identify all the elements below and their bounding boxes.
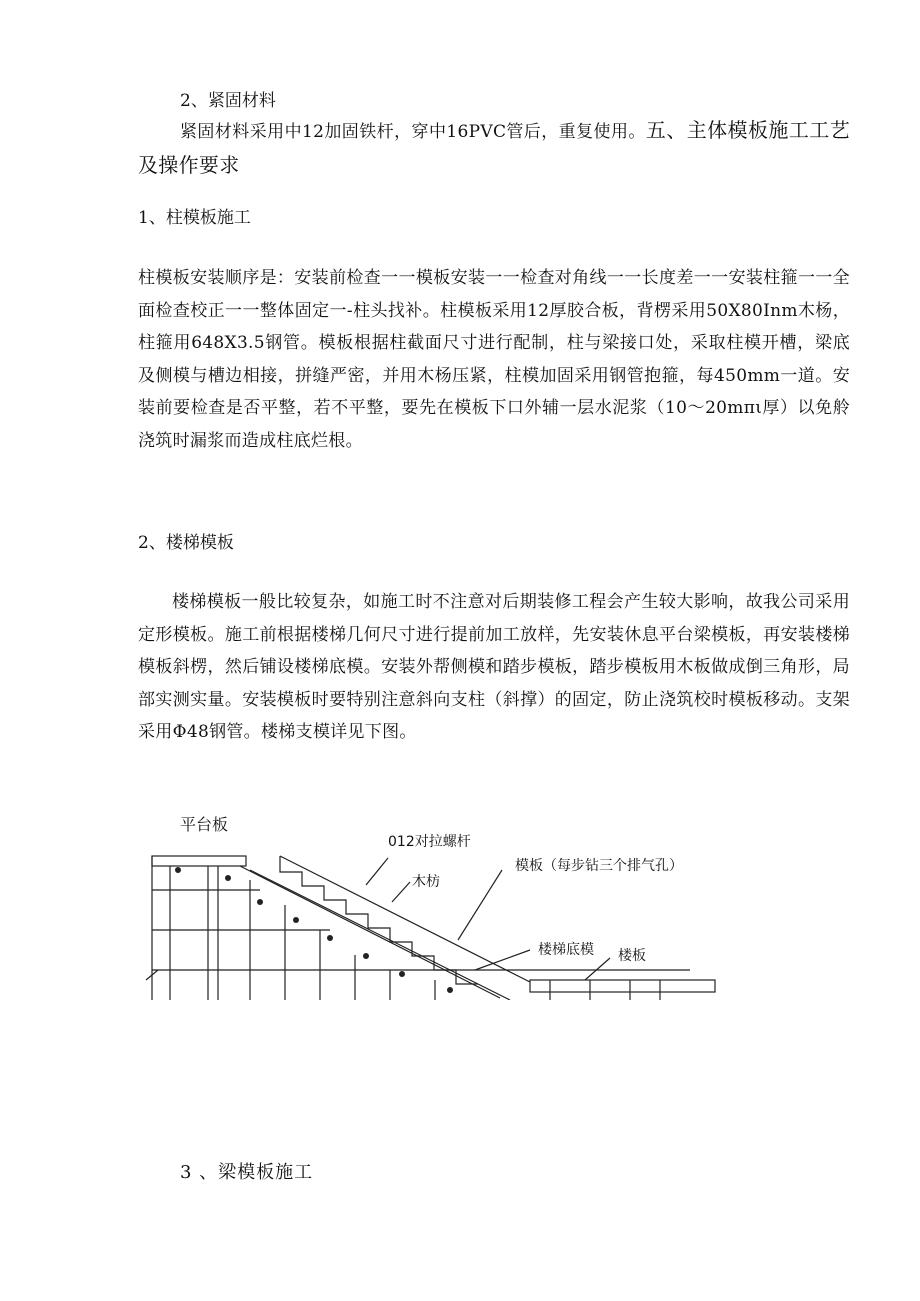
bolt-dot [257, 899, 263, 905]
chapter-heading-five: 五、主体模板施工工艺及操作要求 [138, 118, 851, 177]
label-stair-bottom: 楼梯底模 [538, 942, 594, 958]
label-formwork: 模板（每步钻三个排气孔） [515, 858, 683, 874]
leader-bolt [366, 858, 388, 885]
label-bolt: 012对拉螺杆 [388, 834, 471, 850]
section-heading-stair: 2、楼梯模板 [138, 533, 234, 553]
stair-formwork-diagram [130, 830, 720, 1000]
fasteners-text: 紧固材料采用中12加固铁杆，穿中16PVC管后，重复使用。 [180, 122, 646, 142]
bolt-dot [399, 971, 405, 977]
bolt-dot [293, 917, 299, 923]
inclined-timber [250, 870, 510, 1000]
bolt-dot [447, 987, 453, 993]
section-heading-fasteners: 2、紧固材料 [180, 91, 276, 111]
label-floor: 楼板 [618, 948, 646, 964]
label-timber: 木枋 [412, 874, 440, 890]
paragraph-fasteners [138, 114, 850, 183]
stair-bottom-formwork [240, 866, 500, 998]
leader-timber [392, 882, 410, 902]
label-platform-slab: 平台板 [180, 815, 229, 834]
bolt-dot [225, 875, 231, 881]
platform-slab [152, 856, 246, 866]
section-heading-beam: 3 、梁模板施工 [180, 1162, 314, 1183]
bolt-dot [327, 935, 333, 941]
paragraph-column: 柱模板安装顺序是：安装前检查一一模板安装一一检查对角线一一长度差一一安装柱箍一一全面检查校正一一整体固定一-柱头找补。柱模板采用12厚胶合板，背楞采用50X80Inm木杨，柱箍用648X3.5钢管。模板根据柱截面尺寸进行配制，柱与梁接口处，采取柱模开槽，梁底及侧模与槽边相接，拼缝严密，并用木杨压紧，柱模加固采用钢管抱箍，每450mm一道。安装前要检查是否平整，若不平整，要先在模板下口外辅一层水泥浆（10～20mπι厚）以免舲浇筑时漏浆而造成柱底烂根。 [138, 268, 850, 451]
leader-floor [585, 958, 610, 980]
section-heading-column: 1、柱模板施工 [138, 208, 251, 228]
floor-slab [530, 980, 715, 992]
leader-formwork [458, 870, 502, 940]
stair-steps [280, 856, 478, 984]
bolt-dot [363, 953, 369, 959]
leader-stair-bottom [475, 950, 530, 970]
paragraph-stair: 楼梯模板一般比较复杂，如施工时不注意对后期装修工程会产生较大影响，故我公司采用定形模板。施工前根据楼梯几何尺寸进行提前加工放样，先安装休息平台梁模板，再安装楼梯模板斜楞，然后铺设楼梯底模。安装外帮侧模和踏步模板，踏步模板用木板做成倒三角形，局部实测实量。安装模板时要特别注意斜向支柱（斜撑）的固定，防止浇筑校时模板移动。支架采用Φ48钢管。楼梯支模详见下图。 [138, 592, 850, 743]
bolt-dot [175, 867, 181, 873]
